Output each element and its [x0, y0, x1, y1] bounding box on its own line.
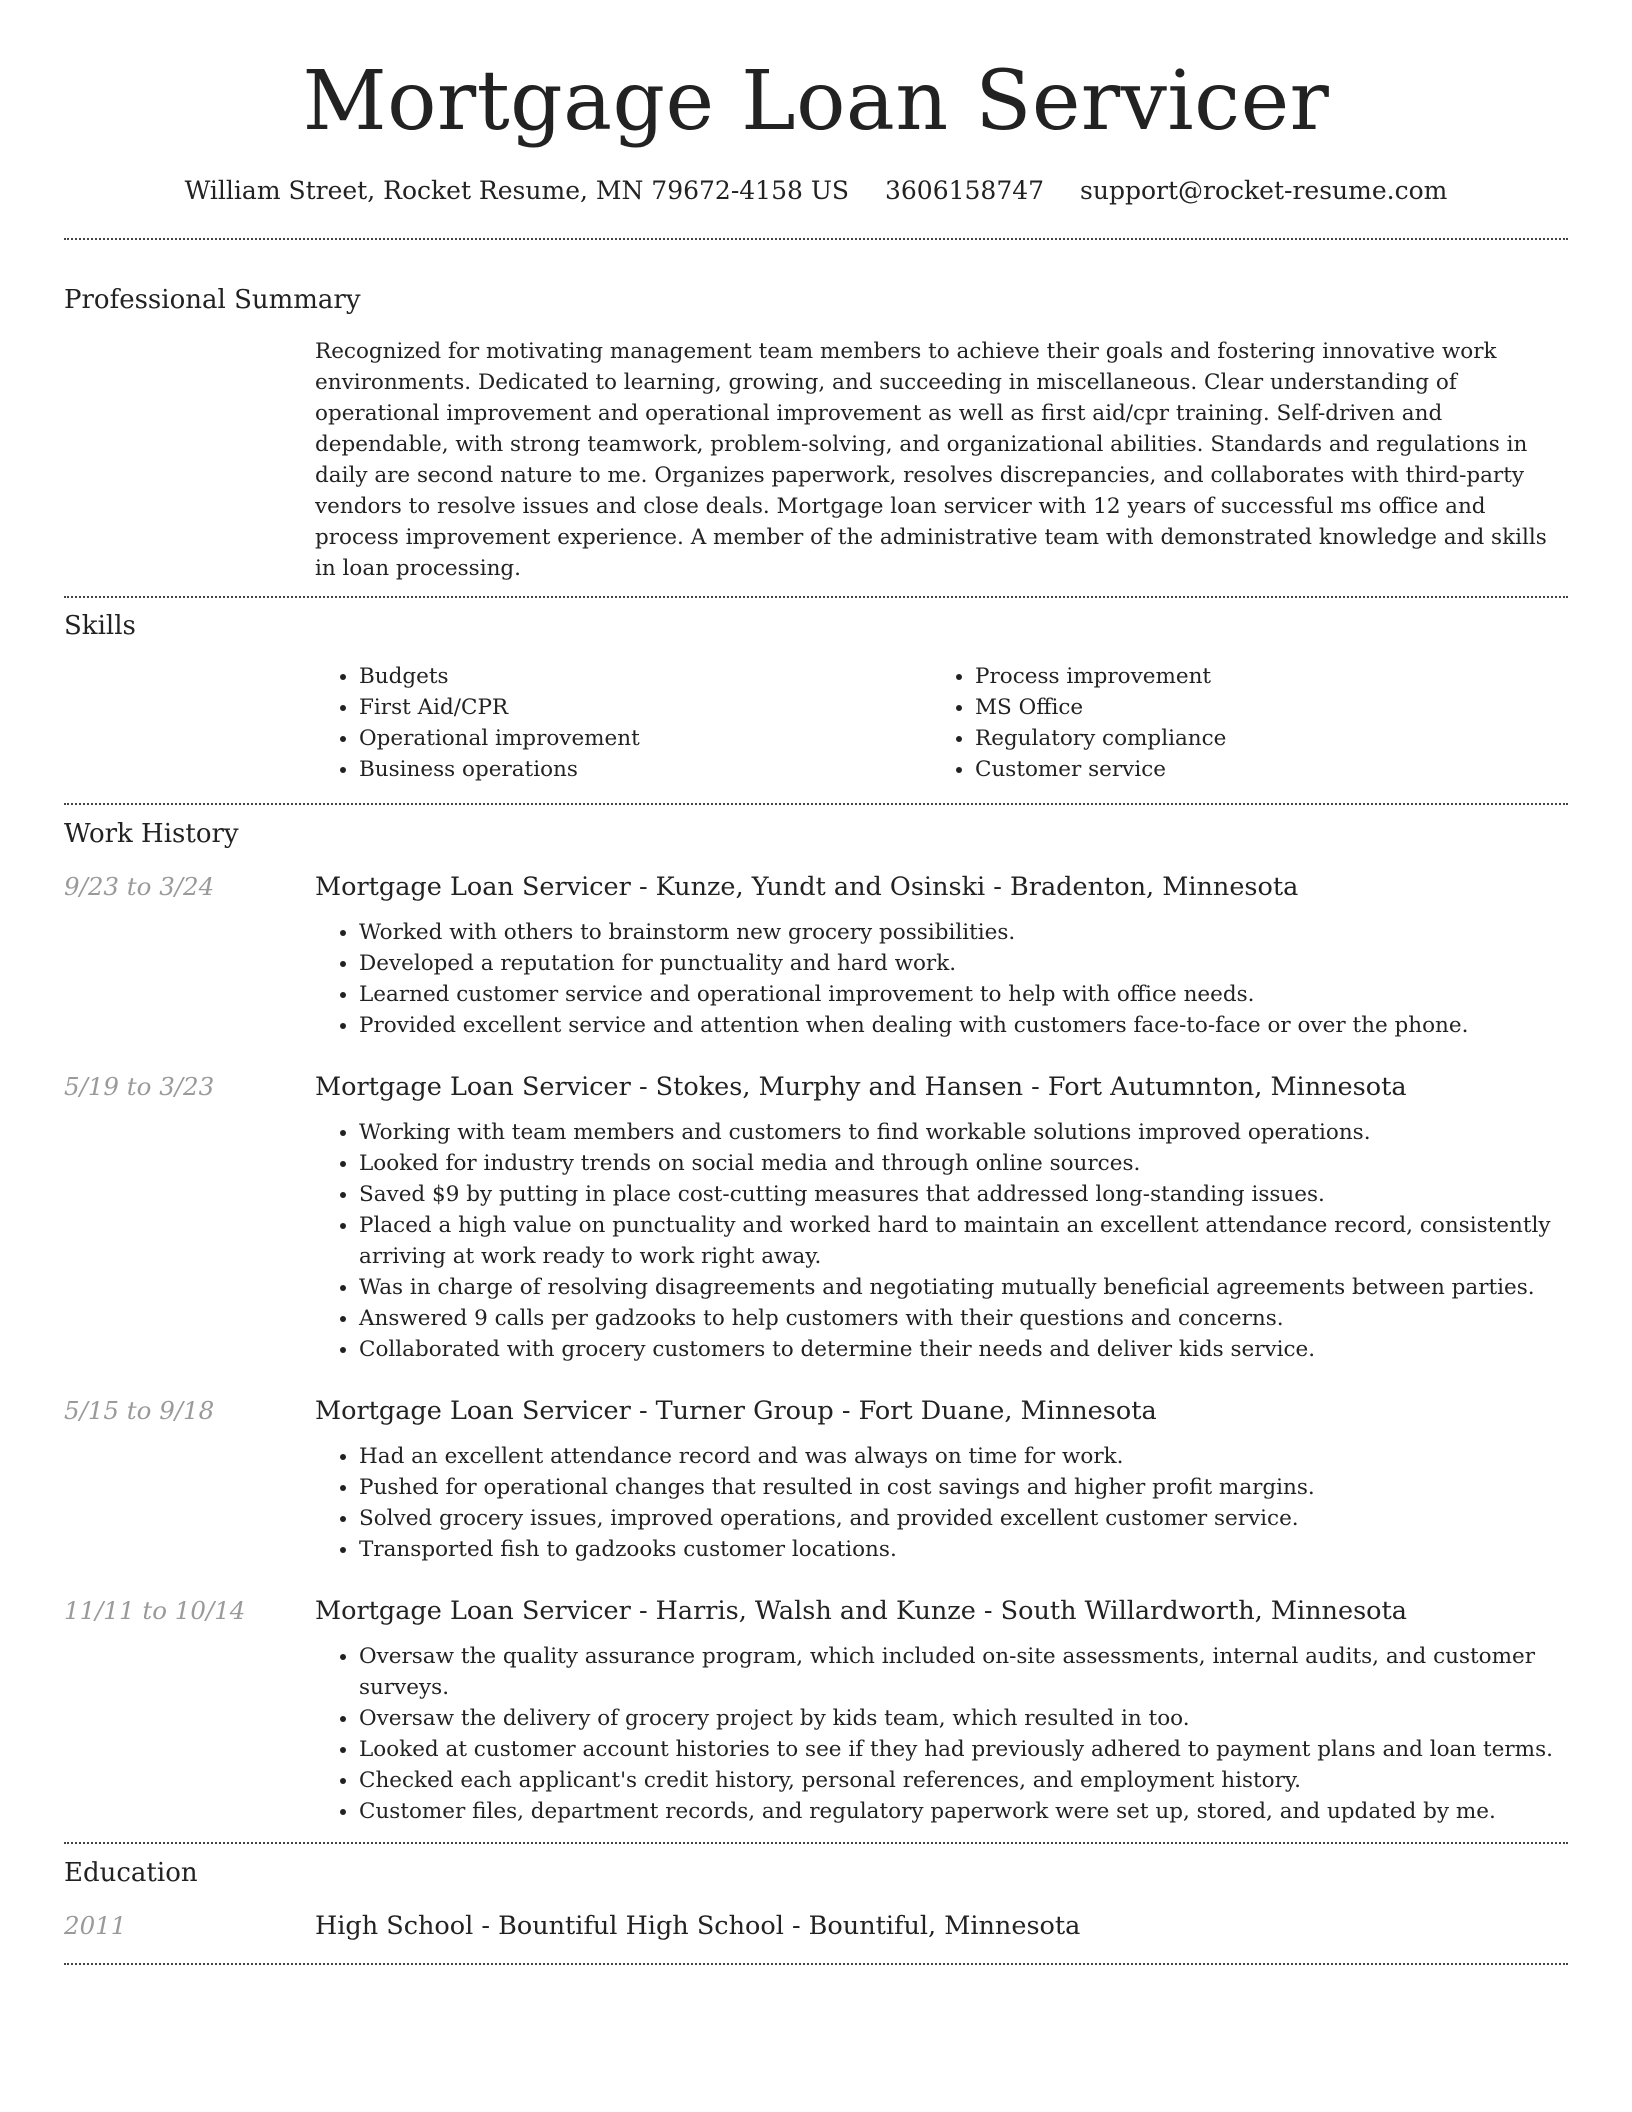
job-entry — [64, 1594, 1568, 1827]
job-header — [64, 1070, 1568, 1104]
job-bullet: • Was in charge of resolving disagreements and negotiating mutually beneficial agreements between parties. — [359, 1272, 1568, 1303]
education-date: 2011 — [64, 1911, 127, 1940]
contact-phone: 3606158747 — [885, 176, 1045, 205]
job-bullet: • Learned customer service and operational improvement to help with office needs. — [359, 979, 1568, 1010]
skills-heading: Skills — [64, 611, 136, 641]
job-bullet: • Transported fish to gadzooks customer locations. — [359, 1534, 1568, 1565]
job-bullet: • Solved grocery issues, improved operations, and provided excellent customer service. — [359, 1503, 1568, 1534]
contact-email: support@rocket-resume.com — [1080, 176, 1448, 205]
job-bullet: • Placed a high value on punctuality and worked hard to maintain an excellent attendance record, consistently arriving at work ready to work right away. — [359, 1210, 1568, 1272]
job-bullet: • Looked for industry trends on social media and through online sources. — [359, 1148, 1568, 1179]
job-bullet: • Worked with others to brainstorm new grocery possibilities. — [359, 917, 1568, 948]
job-title: Mortgage Loan Servicer - Harris, Walsh and Kunze - South Willardworth, Minnesota — [315, 1596, 1407, 1626]
education-title: High School - Bountiful High School - Bountiful, Minnesota — [315, 1911, 1081, 1941]
job-title: Mortgage Loan Servicer - Kunze, Yundt and Osinski - Bradenton, Minnesota — [315, 872, 1299, 902]
skill-item: • Process improvement — [975, 661, 1547, 692]
job-bullet: • Looked at customer account histories to see if they had previously adhered to payment plans and loan terms. — [359, 1734, 1568, 1765]
job-bullet: • Saved $9 by putting in place cost-cutting measures that addressed long-standing issues. — [359, 1179, 1568, 1210]
work-history-heading: Work History — [64, 819, 239, 849]
job-bullet: • Pushed for operational changes that resulted in cost savings and higher profit margins. — [359, 1472, 1568, 1503]
skills-list — [315, 661, 1568, 785]
resume-name: Mortgage Loan Servicer — [302, 54, 1330, 149]
job-header — [64, 1394, 1568, 1428]
job-bullet: • Collaborated with grocery customers to determine their needs and deliver kids service. — [359, 1334, 1568, 1365]
summary-divider — [64, 596, 1568, 598]
job-entry — [64, 1070, 1568, 1365]
contact-line — [64, 174, 1568, 208]
skill-item: • Budgets — [359, 661, 931, 692]
job-bullets — [315, 1641, 1568, 1827]
job-entry — [64, 870, 1568, 1041]
skill-item: • Operational improvement — [359, 723, 931, 754]
job-date: 11/11 to 10/14 — [64, 1596, 246, 1625]
skills-divider — [64, 803, 1568, 805]
skill-item: • First Aid/CPR — [359, 692, 931, 723]
job-entry — [64, 1394, 1568, 1565]
education-divider — [64, 1963, 1568, 1965]
job-header — [64, 870, 1568, 904]
summary-text: Recognized for motivating management team members to achieve their goals and fostering innovative work environments. Dedicated to learning, growing, and succeeding in miscellaneous. Clear understanding of operational improvement and operational improvement as well as first aid/cpr training. Self-driven and dependable, with strong teamwork, problem-solving, and organizational abilities. Standards and regulations in daily are second nature to me. Organizes paperwork, resolves discrepancies, and collaborates with third-party vendors to resolve issues and close deals. Mortgage loan servicer with 12 years of successful ms office and process improvement experience. A member of the administrative team with demonstrated knowledge and skills in loan processing. — [315, 339, 1547, 581]
skill-item: • Customer service — [975, 754, 1547, 785]
job-bullet: • Answered 9 calls per gadzooks to help customers with their questions and concerns. — [359, 1303, 1568, 1334]
job-bullet: • Checked each applicant's credit history, personal references, and employment history. — [359, 1765, 1568, 1796]
contact-address: William Street, Rocket Resume, MN 79672-4158 US — [184, 176, 850, 205]
job-bullets — [315, 1441, 1568, 1565]
job-date: 5/19 to 3/23 — [64, 1072, 215, 1101]
skill-item: • Regulatory compliance — [975, 723, 1547, 754]
job-bullet: • Oversaw the quality assurance program, which included on-site assessments, internal audits, and customer surveys. — [359, 1641, 1568, 1703]
skill-item: • Business operations — [359, 754, 931, 785]
job-bullet: • Developed a reputation for punctuality and hard work. — [359, 948, 1568, 979]
job-bullet: • Had an excellent attendance record and was always on time for work. — [359, 1441, 1568, 1472]
skills-column-right — [931, 661, 1547, 785]
job-date: 5/15 to 9/18 — [64, 1396, 215, 1425]
job-date: 9/23 to 3/24 — [64, 872, 215, 901]
summary-heading: Professional Summary — [64, 285, 361, 315]
job-bullets — [315, 1117, 1568, 1365]
skill-item: • MS Office — [975, 692, 1547, 723]
job-bullet: • Customer files, department records, and regulatory paperwork were set up, stored, and updated by me. — [359, 1796, 1568, 1827]
job-bullet: • Oversaw the delivery of grocery project by kids team, which resulted in too. — [359, 1703, 1568, 1734]
job-title: Mortgage Loan Servicer - Turner Group - Fort Duane, Minnesota — [315, 1396, 1157, 1426]
education-heading: Education — [64, 1858, 198, 1888]
job-bullets — [315, 917, 1568, 1041]
header-divider — [64, 238, 1568, 240]
skills-column-left — [315, 661, 931, 785]
job-header — [64, 1594, 1568, 1628]
work-divider — [64, 1842, 1568, 1844]
job-title: Mortgage Loan Servicer - Stokes, Murphy and Hansen - Fort Autumnton, Minnesota — [315, 1072, 1407, 1102]
job-bullet: • Provided excellent service and attention when dealing with customers face-to-face or over the phone. — [359, 1010, 1568, 1041]
education-entry — [64, 1909, 1568, 1943]
job-bullet: • Working with team members and customers to find workable solutions improved operations. — [359, 1117, 1568, 1148]
